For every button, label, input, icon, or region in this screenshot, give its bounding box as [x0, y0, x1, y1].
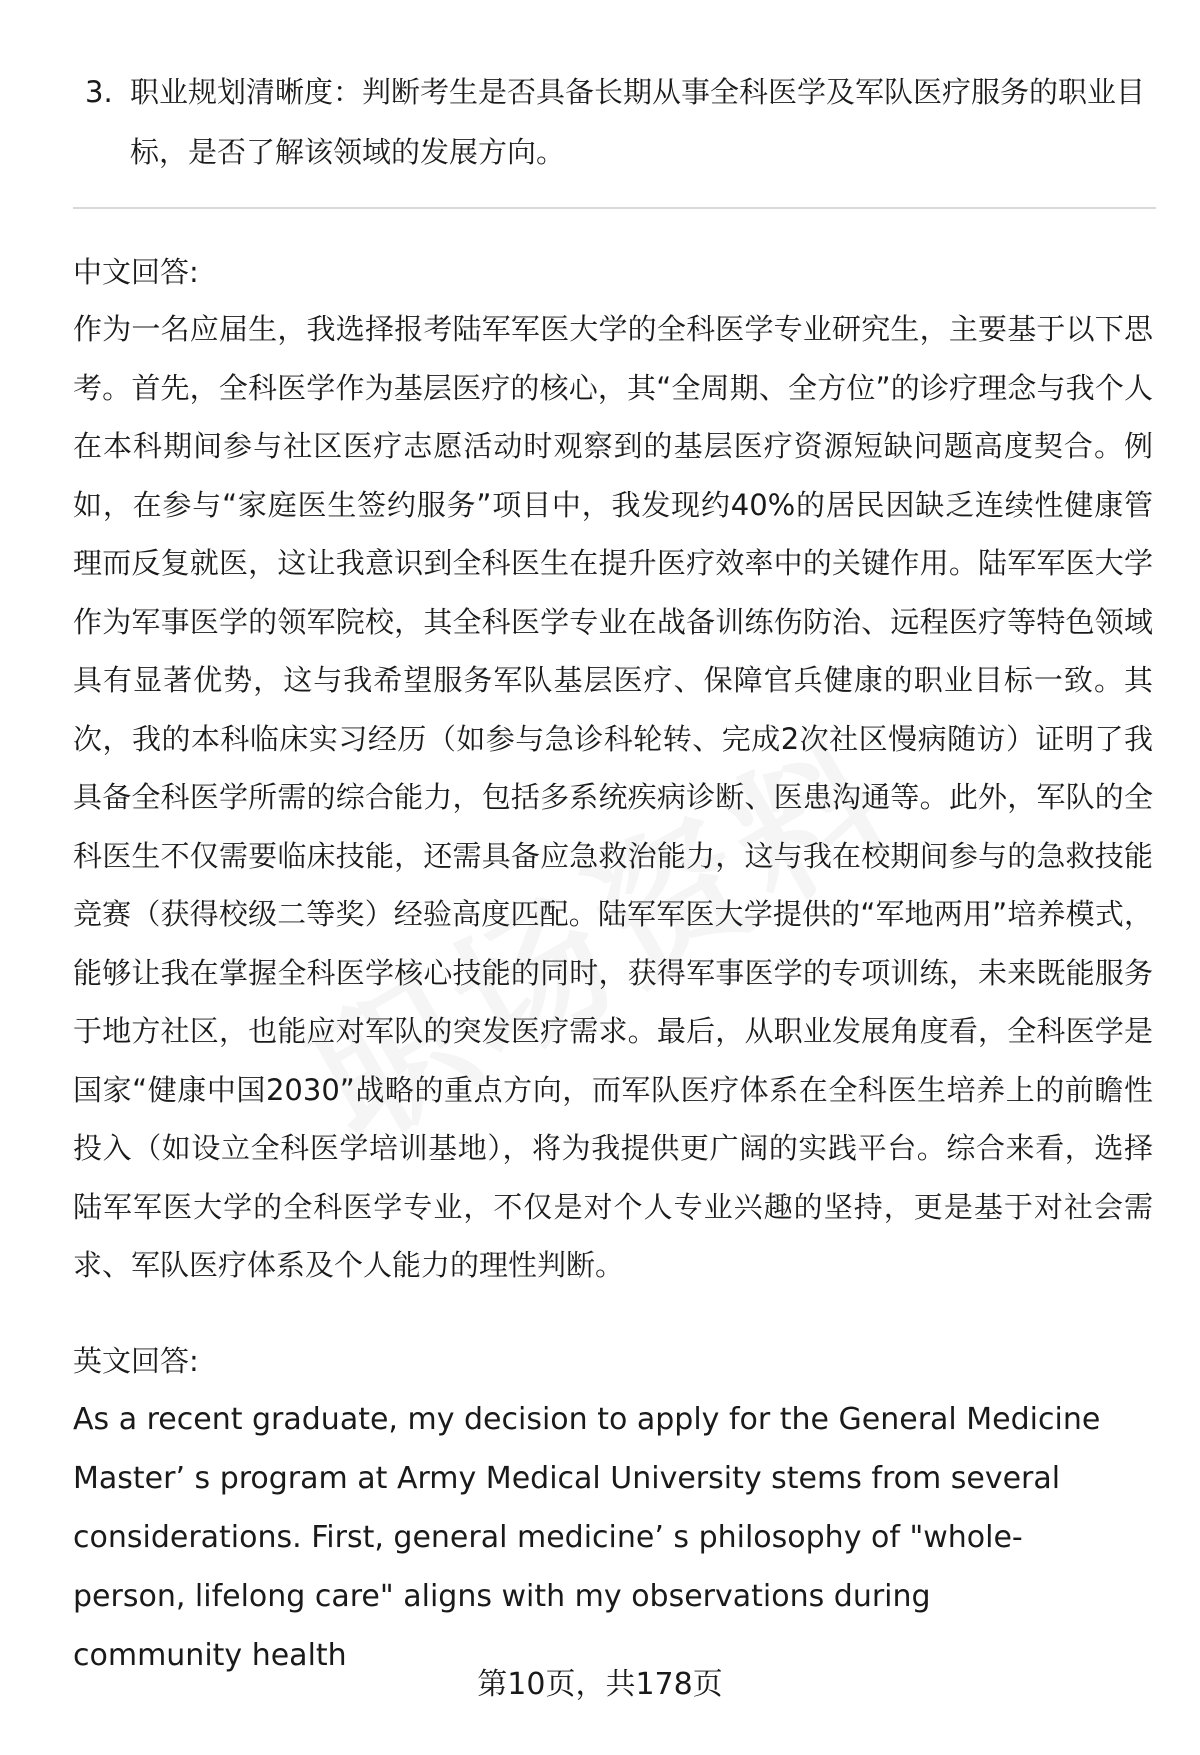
chinese-answer-body: 作为一名应届生，我选择报考陆军军医大学的全科医学专业研究生，主要基于以下思考。首先，全科医学作为基层医疗的核心，其“全周期、全方位”的诊疗理念与我个人在本科期间参与社区医疗志愿活动时观察到的基层医疗资源短缺问题高度契合。例如，在参与“家庭医生签约服务”项目中，我发现约40%的居民因缺乏连续性健康管理而反复就医，这让我意识到全科医生在提升医疗效率中的关键作用。陆军军医大学作为军事医学的领军院校，其全科医学专业在战备训练伤防治、远程医疗等特色领域具有显著优势，这与我希望服务军队基层医疗、保障官兵健康的职业目标一致。其次，我的本科临床实习经历（如参与急诊科轮转、完成2次社区慢病随访）证明了我具备全科医学所需的综合能力，包括多系统疾病诊断、医患沟通等。此外，军队的全科医生不仅需要临床技能，还需具备应急救治能力，这与我在校期间参与的急救技能竞赛（获得校级二等奖）经验高度匹配。陆军军医大学提供的“军地两用”培养模式，能够让我在掌握全科医学核心技能的同时，获得军事医学的专项训练，未来既能服务于地方社区，也能应对军队的突发医疗需求。最后，从职业发展角度看，全科医学是国家“健康中国2030”战略的重点方向，而军队医疗体系在全科医生培养上的前瞻性投入（如设立全科医学培训基地），将为我提供更广阔的实践平台。综合来看，选择陆军军医大学的全科医学专业，不仅是对个人专业兴趣的坚持，更是基于对社会需求、军队医疗体系及个人能力的理性判断。: [73, 312, 1153, 1282]
section-divider: [73, 207, 1156, 209]
list-item-number: 3.: [85, 75, 113, 109]
english-answer-body: As a recent graduate, my decision to apply for the General Medicine Master’ s program at Army Medical University stems from several considerations. First, general medicine’ s philosophy of "whole-person, lifelong care" aligns with my observations during community health: [73, 1402, 1101, 1673]
list-item-career-planning: [85, 62, 1150, 182]
chinese-answer-heading: 中文回答:: [73, 255, 199, 289]
english-answer-heading: 英文回答:: [73, 1344, 199, 1378]
list-item-text: 职业规划清晰度：判断考生是否具备长期从事全科医学及军队医疗服务的职业目标，是否了解该领域的发展方向。: [130, 75, 1146, 169]
page-number-footer: 第10页，共178页: [477, 1667, 723, 1702]
